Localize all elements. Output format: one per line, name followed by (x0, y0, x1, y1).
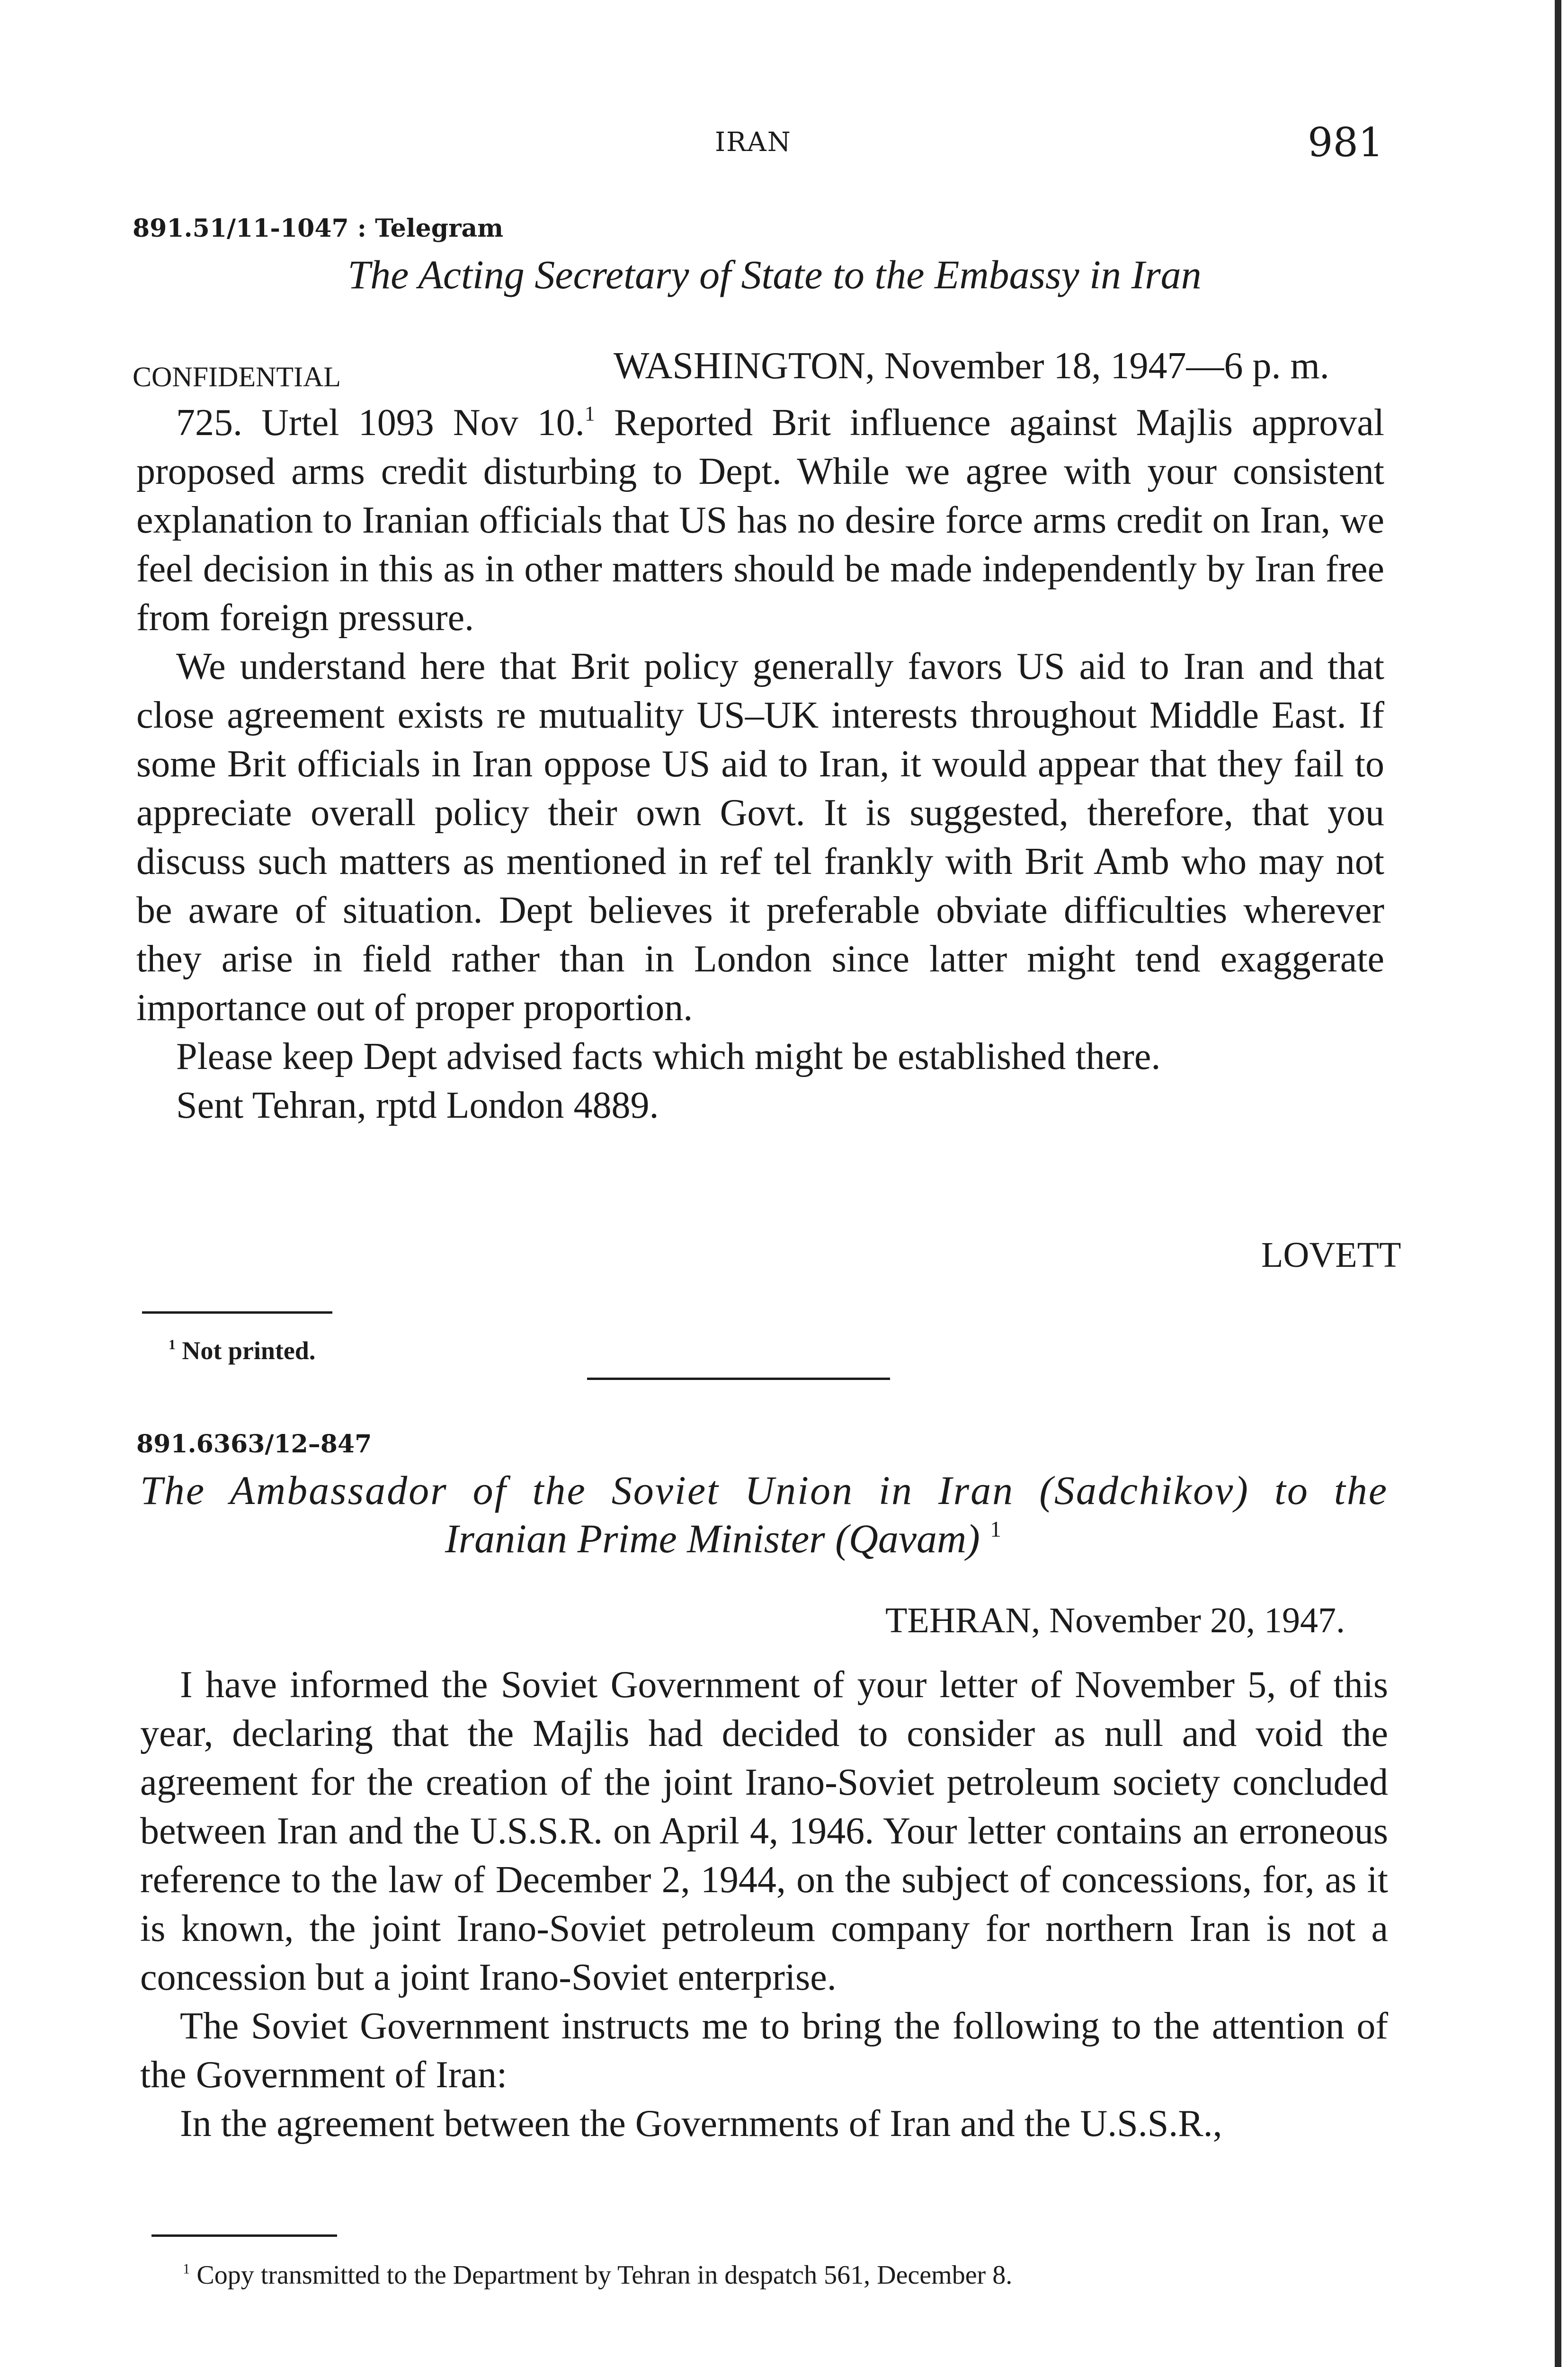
doc1-p1-start: 725. Urtel 1093 Nov 10. (176, 402, 585, 444)
doc1-file-number: 891.51/11-1047 : Telegram (133, 214, 504, 243)
doc2-place: TEHRAN (885, 1601, 1032, 1640)
doc2-paragraph-2: The Soviet Government instructs me to bring the following to the attention of the Government of Iran: (140, 2005, 1388, 2096)
page-edge-shadow (1555, 0, 1561, 2367)
doc2-title-footnote-ref: 1 (990, 1517, 1001, 1542)
doc1-paragraph-1 (136, 399, 1384, 642)
doc1-footnote (169, 1336, 315, 1365)
doc1-p1-rest: Reported Brit influence against Majlis approval proposed arms credit disturbing to Dept. While we agree with your consistent explanation to Iranian officials that US has no desire force arms credit on Iran, we feel decision in this as in other matters should be made independently by Iran free from foreign pressure. (136, 402, 1385, 639)
doc1-footnote-ref: 1 (584, 402, 595, 426)
doc1-body (136, 399, 1384, 1130)
footnote-rule-1 (142, 1311, 332, 1314)
doc1-paragraph-4: Sent Tehran, rptd London 4889. (176, 1085, 659, 1126)
doc1-signature: LOVETT (1261, 1235, 1401, 1275)
doc1-dateline (614, 345, 1329, 388)
doc2-footnote (183, 2260, 1012, 2290)
doc2-paragraph-3: In the agreement between the Governments of Iran and the U.S.S.R., (180, 2103, 1222, 2145)
doc1-classification: CONFIDENTIAL (133, 361, 341, 392)
doc2-body (140, 1661, 1388, 2148)
doc2-title-line-1: The Ambassador of the Soviet Union in Iran (Sadchikov) to the (140, 1468, 1388, 1513)
doc1-title (0, 251, 1568, 298)
doc1-paragraph-3: Please keep Dept advised facts which might be established there. (176, 1036, 1161, 1077)
doc1-place: WASHINGTON (614, 345, 865, 387)
doc2-file-number: 891.6363/12–847 (136, 1430, 372, 1459)
doc2-date: , November 20, 1947. (1031, 1601, 1345, 1640)
doc1-footnote-mark: 1 (169, 1337, 176, 1353)
doc2-footnote-text: Copy transmitted to the Department by Tehran in despatch 561, December 8. (190, 2260, 1013, 2290)
doc1-footnote-text: Not printed. (175, 1336, 316, 1365)
doc2-title-line-2 (445, 1515, 1001, 1562)
running-head: IRAN (715, 127, 792, 158)
doc1-title-text: The Acting Secretary of State to the Embassy in Iran (347, 252, 1202, 297)
doc2-paragraph-1: I have informed the Soviet Government of your letter of November 5, of this year, declaring that the Majlis had decided to consider as null and void the agreement for the creation of the joint Irano-Soviet petroleum society concluded between Iran and the U.S.S.R. on April 4, 1946. Your letter contains an erroneous reference to the law of December 2, 1944, on the subject of concessions, for, as it is known, the joint Irano-Soviet petroleum company for northern Iran is not a concession but a joint Irano-Soviet enterprise. (140, 1664, 1388, 1998)
page-number: 981 (1308, 119, 1384, 166)
section-divider (587, 1378, 890, 1380)
doc1-paragraph-2: We understand here that Brit policy generally favors US aid to Iran and that close agreement exists re mutuality US–UK interests throughout Middle East. If some Brit officials in Iran oppose US aid to Iran, it would appear that they fail to appreciate overall policy their own Govt. It is suggested, therefore, that you discuss such matters as mentioned in ref tel frankly with Brit Amb who may not be aware of situation. Dept believes it preferable obviate difficulties wherever they arise in field rather than in London since latter might tend exaggerate importance out of proper proportion. (136, 646, 1384, 1029)
doc1-date: , November 18, 1947—6 p. m. (865, 345, 1329, 387)
doc2-dateline (885, 1600, 1345, 1641)
doc2-title-line-2-text: Iranian Prime Minister (Qavam) (445, 1516, 980, 1561)
footnote-rule-2 (151, 2234, 337, 2237)
doc2-footnote-mark: 1 (183, 2260, 190, 2277)
